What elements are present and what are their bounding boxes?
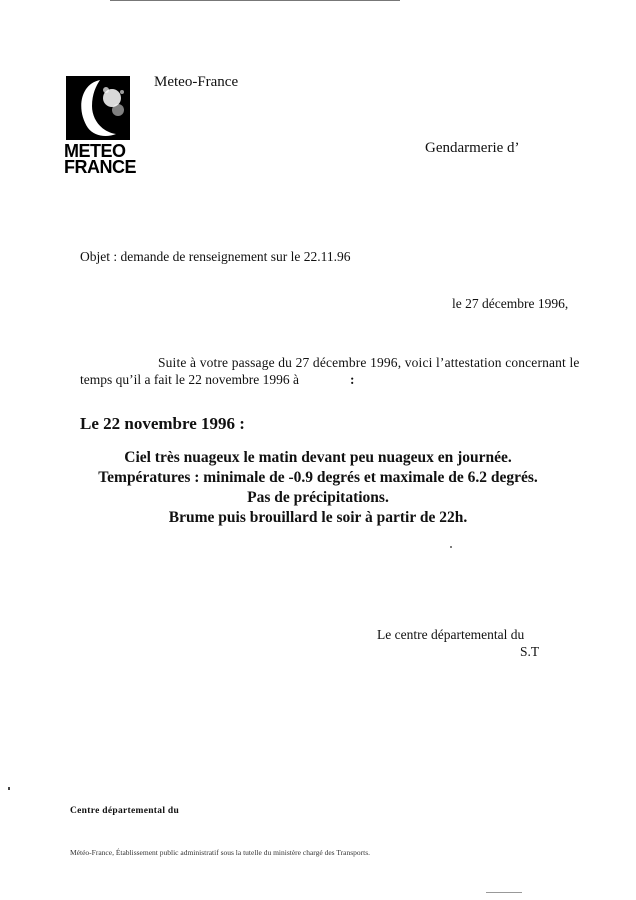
- forecast-fog: Brume puis brouillard le soir à partir de 22h.: [168, 509, 468, 526]
- footer-legal: Météo-France, Établissement public administratif sous la tutelle du ministère chargé des Transports.: [70, 848, 371, 857]
- meteo-france-logo-icon: [66, 76, 130, 140]
- body-line-2-colon: :: [350, 372, 355, 387]
- signature-line-1: Le centre départemental du: [377, 627, 525, 642]
- logo-wordmark: [64, 143, 136, 175]
- bottom-rule: [486, 892, 522, 893]
- stray-dot: [450, 546, 452, 548]
- logo-line-2: FRANCE: [64, 157, 136, 177]
- top-rule: [110, 0, 400, 1]
- forecast-sky: Ciel très nuageux le matin devant peu nuageux en journée.: [124, 449, 512, 466]
- day-heading: Le 22 novembre 1996 :: [80, 414, 245, 433]
- logo-line-1: METEO: [64, 141, 126, 161]
- forecast-temperatures: Températures : minimale de -0.9 degrés et maximale de 6.2 degrés.: [98, 469, 538, 486]
- letter-date: le 27 décembre 1996,: [452, 296, 569, 311]
- recipient: Gendarmerie d’: [425, 140, 520, 156]
- forecast-precipitation: Pas de précipitations.: [247, 489, 389, 506]
- edge-mark: [8, 787, 10, 790]
- subject-line: Objet : demande de renseignement sur le 22.11.96: [80, 249, 351, 264]
- sender-name: Meteo-France: [154, 74, 239, 90]
- signature-line-2: S.T: [520, 644, 540, 659]
- body-line-2: temps qu’il a fait le 22 novembre 1996 à: [80, 372, 299, 387]
- body-line-1: Suite à votre passage du 27 décembre 1996, voici l’attestation concernant le: [158, 355, 580, 370]
- footer-title: Centre départemental du: [70, 806, 180, 816]
